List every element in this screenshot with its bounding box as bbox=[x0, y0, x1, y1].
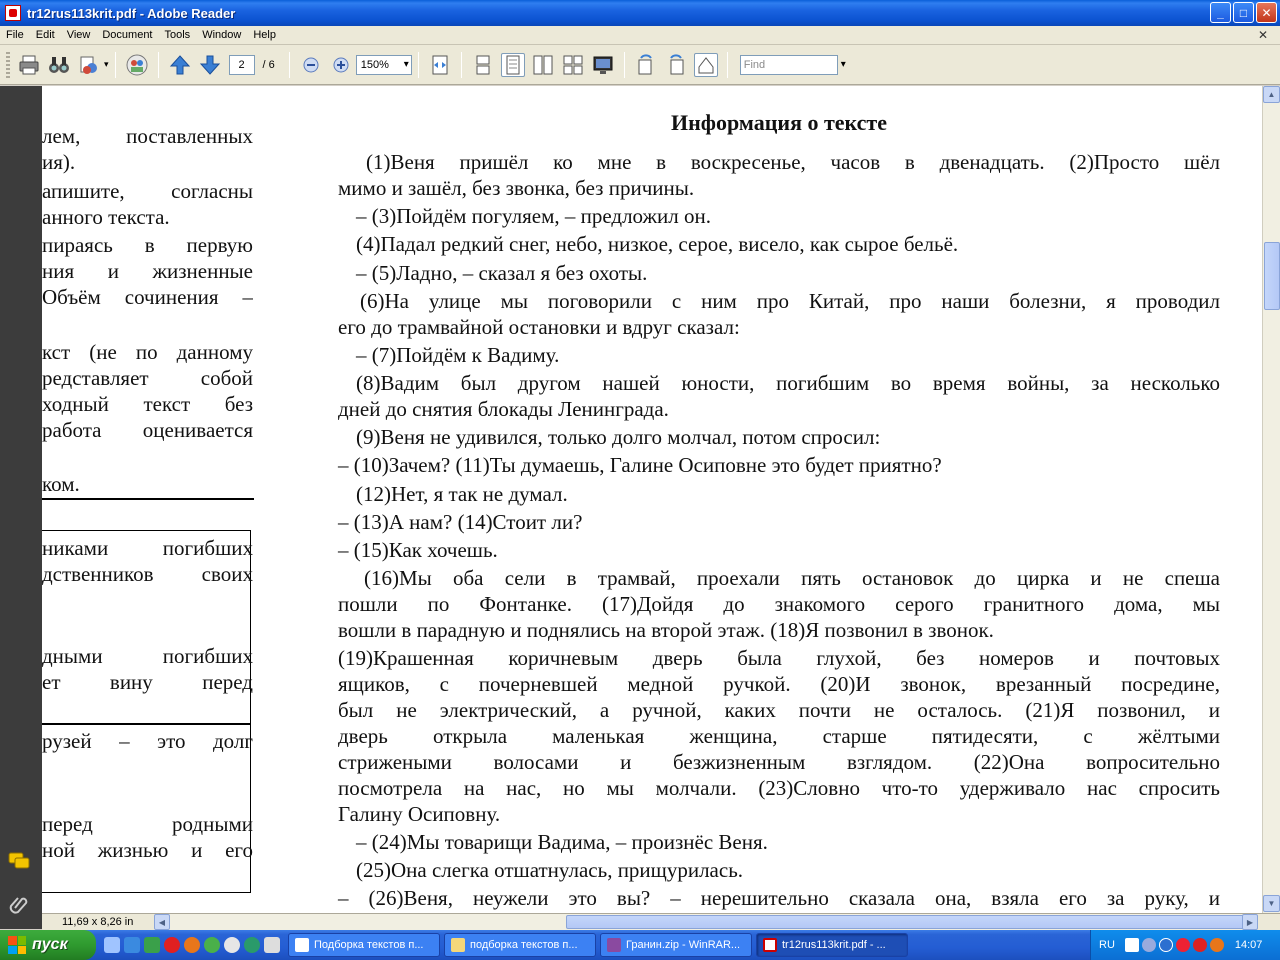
system-tray bbox=[1090, 930, 1280, 960]
table-cell-line: ной жизнью и его bbox=[42, 838, 253, 862]
spreadsheet-icon[interactable] bbox=[144, 937, 160, 953]
antivirus-icon[interactable] bbox=[1176, 938, 1190, 952]
document-close-icon[interactable]: ✕ bbox=[1257, 28, 1268, 42]
find-input[interactable]: Find bbox=[740, 55, 838, 75]
share-dropdown-icon[interactable]: ▾ bbox=[104, 59, 109, 69]
vertical-scroll-thumb[interactable] bbox=[1264, 242, 1280, 310]
text-line: посмотрела на нас, но мы молчали. (23)Словно что-то удерживало нас спросить bbox=[338, 776, 1220, 800]
document-view[interactable] bbox=[42, 86, 1262, 913]
text-line: (16)Мы оба сели в трамвай, проехали пять остановок до цирка и не спеша bbox=[364, 566, 1220, 590]
table-cell-line: ет вину перед bbox=[42, 670, 253, 694]
continuous-page-icon[interactable] bbox=[501, 53, 525, 77]
text-line: – (7)Пойдём к Вадиму. bbox=[356, 343, 560, 367]
quick-launch bbox=[104, 937, 280, 953]
toolbar-separator bbox=[418, 52, 419, 78]
section-heading: Информация о тексте bbox=[670, 110, 888, 135]
taskbar-item-label: Гранин.zip - WinRAR... bbox=[626, 939, 741, 951]
text-line: ком. bbox=[42, 472, 80, 496]
scroll-left-button[interactable]: ◀ bbox=[154, 914, 170, 930]
toolbar-separator bbox=[289, 52, 290, 78]
text-line: анного текста. bbox=[42, 205, 170, 229]
text-line: ходный текст без bbox=[42, 392, 253, 416]
window-title: tr12rus113krit.pdf - Adobe Reader bbox=[27, 5, 236, 21]
help-icon[interactable] bbox=[1125, 938, 1139, 952]
media-player-icon[interactable] bbox=[224, 937, 240, 953]
rotate-left-icon[interactable] bbox=[634, 53, 658, 77]
toolbar-separator bbox=[461, 52, 462, 78]
table-cell-line: перед родными bbox=[42, 812, 253, 836]
text-line: (6)На улице мы поговорили с ним про Китай, про наши болезни, я проводил bbox=[360, 289, 1220, 313]
pdf-icon bbox=[763, 938, 777, 952]
taskbar-item[interactable] bbox=[600, 933, 752, 957]
menu-view[interactable]: View bbox=[66, 29, 91, 41]
scroll-right-button[interactable]: ▶ bbox=[1242, 914, 1258, 930]
taskbar-item-label: tr12rus113krit.pdf - ... bbox=[782, 939, 886, 951]
menu-help[interactable]: Help bbox=[253, 29, 276, 41]
text-line: – (5)Ладно, – сказал я без охоты. bbox=[356, 261, 648, 285]
text-line: (1)Веня пришёл ко мне в воскресенье, часов в двенадцать. (2)Просто шёл bbox=[366, 150, 1220, 174]
text-line: дней до снятия блокады Ленинграда. bbox=[338, 397, 669, 421]
text-line: апишите, согласны bbox=[42, 179, 253, 203]
zoom-select[interactable]: 150% ▾ bbox=[356, 55, 412, 75]
text-line: – (10)Зачем? (11)Ты думаешь, Галине Осиповне это будет приятно? bbox=[338, 453, 942, 477]
two-up-continuous-icon[interactable] bbox=[561, 53, 585, 77]
firefox-tray-icon[interactable] bbox=[1210, 938, 1224, 952]
app-icon-globe[interactable] bbox=[244, 937, 260, 953]
word-doc-icon bbox=[295, 938, 309, 952]
text-line: Объём сочинения – bbox=[42, 285, 253, 309]
horizontal-scroll-thumb[interactable] bbox=[566, 915, 1246, 929]
text-line: был не электрический, а ручной, каких почти не осталось. (21)Я позвонил, и bbox=[338, 698, 1220, 722]
menu-edit[interactable]: Edit bbox=[35, 29, 55, 41]
menu-window[interactable]: Window bbox=[202, 29, 242, 41]
zoom-out-icon[interactable] bbox=[299, 53, 323, 77]
page-size-label: 11,69 x 8,26 in bbox=[62, 916, 134, 928]
rotate-right-icon[interactable] bbox=[664, 53, 688, 77]
taskbar bbox=[0, 930, 1280, 960]
comments-icon[interactable] bbox=[6, 848, 32, 874]
hand-tool-icon[interactable] bbox=[694, 53, 718, 77]
adobe-reader-icon bbox=[5, 5, 21, 21]
close-button[interactable]: ✕ bbox=[1256, 2, 1277, 23]
maximize-button[interactable]: □ bbox=[1233, 2, 1254, 23]
page-total: / 6 bbox=[262, 58, 275, 71]
text-line: стрижеными волосами и безжизненным взглядом. (22)Она вопросительно bbox=[338, 750, 1220, 774]
opera-icon[interactable] bbox=[164, 937, 180, 953]
table-cell-line: никами погибших bbox=[42, 536, 253, 560]
internet-explorer-icon[interactable] bbox=[124, 937, 140, 953]
start-button[interactable] bbox=[0, 930, 96, 960]
text-line: работа оценивается bbox=[42, 418, 253, 442]
text-line: вошли в парадную и поднялись на второй этаж. (18)Я позвонил в звонок. bbox=[338, 618, 994, 642]
text-line: Галину Осиповну. bbox=[338, 802, 501, 826]
text-line: кст (не по данному bbox=[42, 340, 253, 364]
opera-tray-icon[interactable] bbox=[1193, 938, 1207, 952]
toolbar-separator bbox=[158, 52, 159, 78]
taskbar-item[interactable] bbox=[288, 933, 440, 957]
text-line: редставляет собой bbox=[42, 366, 253, 390]
text-line: – (26)Веня, неужели это вы? – нерешительно сказала она, взяла его за руку, и bbox=[338, 886, 1220, 910]
winrar-icon bbox=[607, 938, 621, 952]
text-line: ия). bbox=[42, 150, 76, 174]
firefox-icon[interactable] bbox=[184, 937, 200, 953]
folder-icon bbox=[451, 938, 465, 952]
network-icon[interactable] bbox=[1142, 938, 1156, 952]
windows-logo-icon bbox=[8, 936, 26, 954]
text-line: (4)Падал редкий снег, небо, низкое, серое, висело, как сырое бельё. bbox=[356, 232, 959, 256]
text-line: – (3)Пойдём погуляем, – предложил он. bbox=[356, 204, 712, 228]
text-line: – (13)А нам? (14)Стоит ли? bbox=[338, 510, 583, 534]
taskbar-item-label: Подборка текстов п... bbox=[314, 939, 424, 951]
menu-bar bbox=[0, 26, 1280, 45]
text-line: пираясь в первую bbox=[42, 233, 253, 257]
show-desktop-icon[interactable] bbox=[104, 937, 120, 953]
share-icon[interactable] bbox=[77, 53, 101, 77]
text-line: (19)Крашенная коричневым дверь была глухой, без номеров и почтовых bbox=[338, 646, 1220, 670]
single-page-icon[interactable] bbox=[471, 53, 495, 77]
title-bar bbox=[0, 0, 1280, 26]
previous-page-icon[interactable] bbox=[168, 53, 192, 77]
two-up-icon[interactable] bbox=[531, 53, 555, 77]
text-line: (12)Нет, я так не думал. bbox=[356, 482, 568, 506]
full-screen-icon[interactable] bbox=[591, 53, 615, 77]
text-line: (9)Веня не удивился, только долго молчал, потом спросил: bbox=[356, 425, 881, 449]
text-line: его до трамвайной остановки и вдруг сказал: bbox=[338, 315, 740, 339]
collaborate-icon[interactable] bbox=[125, 53, 149, 77]
horizontal-scrollbar[interactable] bbox=[154, 914, 1258, 930]
table-divider bbox=[42, 723, 251, 725]
taskbar-item-label: подборка текстов п... bbox=[470, 939, 578, 951]
status-bar bbox=[42, 913, 1280, 930]
table-cell-line: дными погибших bbox=[42, 644, 253, 668]
pdf-page bbox=[42, 86, 1262, 913]
start-label: пуск bbox=[32, 936, 68, 953]
taskbar-item[interactable] bbox=[444, 933, 596, 957]
toolbar-separator bbox=[115, 52, 116, 78]
app-icon-green[interactable] bbox=[204, 937, 220, 953]
text-line: ния и жизненные bbox=[42, 259, 253, 283]
navigation-panel-strip bbox=[0, 86, 42, 929]
text-line: лем, поставленных bbox=[42, 124, 253, 148]
table-cell-line: дственников своих bbox=[42, 562, 253, 586]
clock: 14:07 bbox=[1234, 939, 1263, 951]
vertical-scrollbar[interactable] bbox=[1262, 86, 1280, 913]
print-icon[interactable] bbox=[17, 53, 41, 77]
text-line: – (24)Мы товарищи Вадима, – произнёс Веня. bbox=[356, 830, 768, 854]
menu-document[interactable]: Document bbox=[102, 29, 153, 41]
app-icon-document[interactable] bbox=[264, 937, 280, 953]
text-line: – (15)Как хочешь. bbox=[338, 538, 498, 562]
menu-file[interactable]: File bbox=[6, 29, 24, 41]
toolbar-grip[interactable] bbox=[6, 52, 10, 78]
text-line: (8)Вадим был другом нашей юности, погибшим во время войны, за несколько bbox=[356, 371, 1220, 395]
table-cell-line: рузей – это долг bbox=[42, 729, 253, 753]
text-line: (25)Она слегка отшатнулась, прищурилась. bbox=[356, 858, 744, 882]
find-dropdown-icon[interactable]: ▾ bbox=[840, 59, 846, 70]
horizontal-rule bbox=[42, 498, 254, 500]
toolbar bbox=[0, 45, 1280, 85]
taskbar-item-active[interactable] bbox=[756, 933, 908, 957]
scroll-up-button[interactable]: ▲ bbox=[1263, 86, 1280, 103]
tray-app-icon[interactable] bbox=[1159, 938, 1173, 952]
toolbar-separator bbox=[727, 52, 728, 78]
toolbar-separator bbox=[624, 52, 625, 78]
fit-width-icon[interactable] bbox=[428, 53, 452, 77]
find-binoculars-icon[interactable] bbox=[47, 53, 71, 77]
zoom-in-icon[interactable] bbox=[329, 53, 353, 77]
scroll-down-button[interactable]: ▼ bbox=[1263, 895, 1280, 912]
text-line: мимо и зашёл, без звонка, без причины. bbox=[338, 176, 695, 200]
text-line: ящиков, с почерневшей медной ручкой. (20)И звонок, врезанный посредине, bbox=[338, 672, 1220, 696]
attachments-paperclip-icon[interactable] bbox=[6, 892, 32, 918]
next-page-icon[interactable] bbox=[198, 53, 222, 77]
text-line: дверь открыла маленькая женщина, старше пятидесяти, с жёлтыми bbox=[338, 724, 1220, 748]
text-line: пошли по Фонтанке. (17)Дойдя до знакомого серого гранитного дома, мы bbox=[338, 592, 1220, 616]
minimize-button[interactable]: _ bbox=[1210, 2, 1231, 23]
page-number-input[interactable]: 2 bbox=[229, 55, 255, 75]
language-indicator[interactable]: RU bbox=[1099, 939, 1115, 951]
menu-tools[interactable]: Tools bbox=[164, 29, 191, 41]
